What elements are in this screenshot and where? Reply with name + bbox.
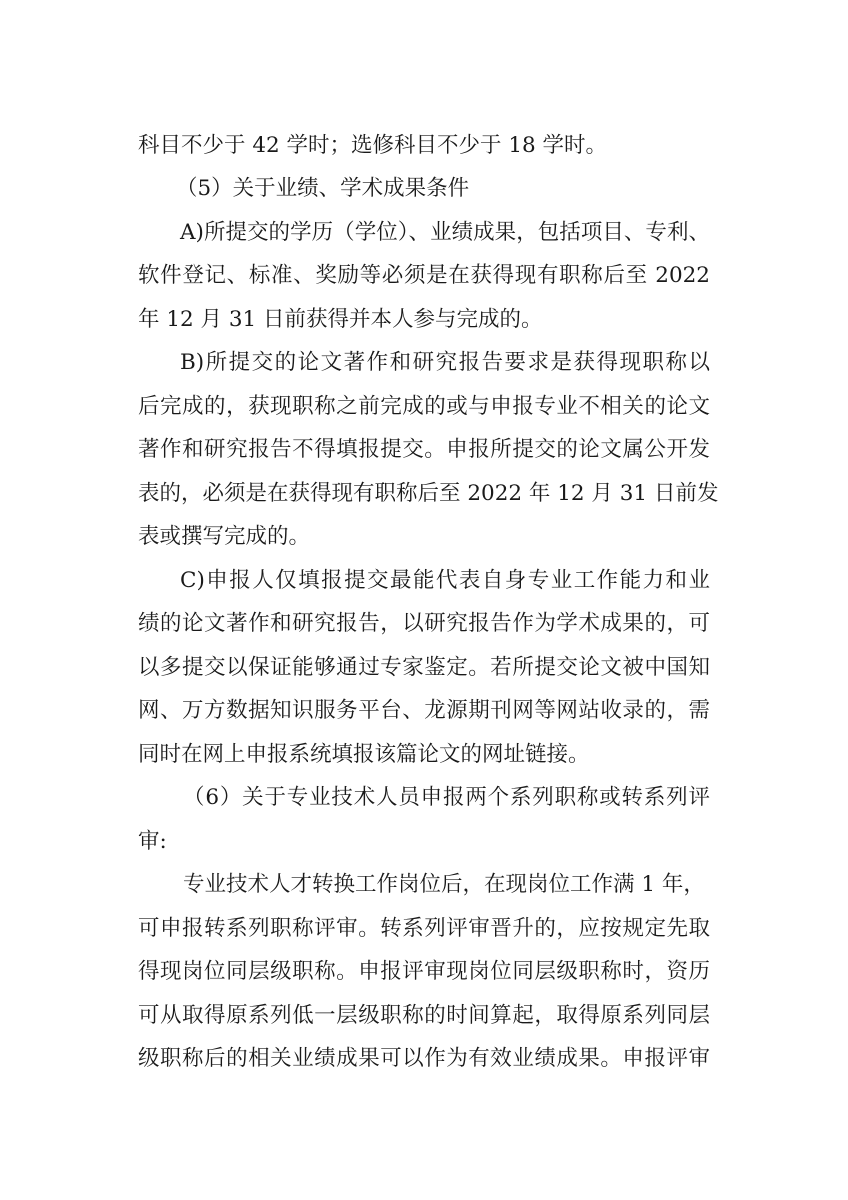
text-line: C)申报人仅填报提交最能代表自身专业工作能力和业 xyxy=(180,568,710,593)
text-line: 专业技术人才转换工作岗位后，在现岗位工作满 1 年， xyxy=(183,872,705,897)
text-line: 可申报转系列职称评审。转系列评审晋升的，应按规定先取 xyxy=(138,916,710,941)
text-line: 同时在网上申报系统填报该篇论文的网址链接。 xyxy=(138,742,590,767)
section-heading: （6）关于专业技术人员申报两个系列职称或转系列评 xyxy=(183,785,710,810)
text-line: 可从取得原系列低一层级职称的时间算起，取得原系列同层 xyxy=(138,1003,710,1028)
text-line: 表或撰写完成的。 xyxy=(138,524,311,549)
text-line: 科目不少于 42 学时；选修科目不少于 18 学时。 xyxy=(138,133,608,158)
text-line: 以多提交以保证能够通过专家鉴定。若所提交论文被中国知 xyxy=(138,655,710,680)
text-line: 级职称后的相关业绩成果可以作为有效业绩成果。申报评审 xyxy=(138,1046,710,1071)
section-heading: （5）关于业绩、学术成果条件 xyxy=(176,176,470,201)
text-line: 绩的论文著作和研究报告，以研究报告作为学术成果的，可 xyxy=(138,611,710,636)
text-line: 著作和研究报告不得填报提交。申报所提交的论文属公开发 xyxy=(138,437,710,462)
text-line: 年 12 月 31 日前获得并本人参与完成的。 xyxy=(138,307,543,332)
text-line: 得现岗位同层级职称。申报评审现岗位同层级职称时，资历 xyxy=(138,959,710,984)
text-line: 网、万方数据知识服务平台、龙源期刊网等网站收录的，需 xyxy=(138,698,710,723)
text-line: 审: xyxy=(138,829,167,854)
text-line: 软件登记、标准、奖励等必须是在获得现有职称后至 2022 xyxy=(138,263,710,288)
text-line: B)所提交的论文著作和研究报告要求是获得现职称以 xyxy=(180,350,710,375)
text-line: 表的，必须是在获得现有职称后至 2022 年 12 月 31 日前发 xyxy=(138,481,719,506)
text-line: 后完成的，获现职称之前完成的或与申报专业不相关的论文 xyxy=(138,394,710,419)
text-line: A)所提交的学历（学位）、业绩成果，包括项目、专利、 xyxy=(180,220,710,245)
